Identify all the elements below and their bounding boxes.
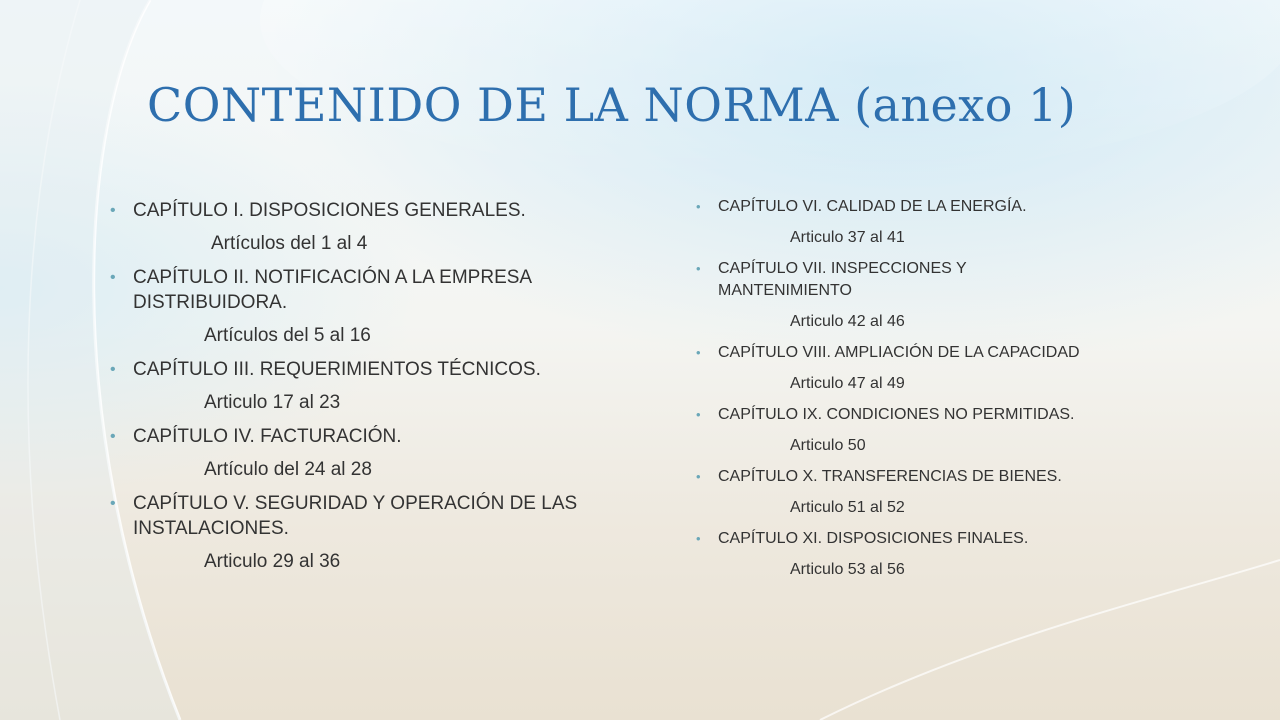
chapter-articles: Articulo 17 al 23 bbox=[204, 392, 341, 413]
chapter-articles: Articulo 47 al 49 bbox=[790, 375, 905, 392]
chapter-item: • CAPÍTULO III. REQUERIMIENTOS TÉCNICOS. bbox=[110, 357, 610, 382]
chapter-articles: Articulo 50 bbox=[790, 437, 866, 454]
chapter-articles: Articulo 51 al 52 bbox=[790, 499, 905, 516]
chapter-articles: Artículos del 1 al 4 bbox=[211, 233, 368, 254]
slide-title: CONTENIDO DE LA NORMA (anexo 1) bbox=[147, 78, 1077, 132]
chapter-articles: Articulo 42 al 46 bbox=[790, 313, 905, 330]
chapter-articles: Artículos del 5 al 16 bbox=[204, 325, 371, 346]
chapter-articles: Artículo del 24 al 28 bbox=[204, 459, 372, 480]
right-chapter-list bbox=[696, 196, 1236, 590]
chapter-item: • CAPÍTULO X. TRANSFERENCIAS DE BIENES. bbox=[696, 466, 1236, 488]
chapter-item: • CAPÍTULO VII. INSPECCIONES Y MANTENIMIENTO bbox=[696, 258, 1048, 302]
chapter-item: • CAPÍTULO IX. CONDICIONES NO PERMITIDAS. bbox=[696, 404, 1236, 426]
chapter-articles: Articulo 29 al 36 bbox=[204, 551, 341, 572]
chapter-item: • CAPÍTULO VI. CALIDAD DE LA ENERGÍA. bbox=[696, 196, 1236, 218]
chapter-item: • CAPÍTULO XI. DISPOSICIONES FINALES. bbox=[696, 528, 1236, 550]
chapter-item: • CAPÍTULO II. NOTIFICACIÓN A LA EMPRESA DISTRIBUIDORA. bbox=[110, 265, 610, 315]
chapter-item: • CAPÍTULO I. DISPOSICIONES GENERALES. bbox=[110, 198, 610, 223]
left-chapter-list bbox=[110, 198, 610, 583]
chapter-item: • CAPÍTULO V. SEGURIDAD Y OPERACIÓN DE LAS INSTALACIONES. bbox=[110, 491, 610, 541]
chapter-item: • CAPÍTULO IV. FACTURACIÓN. bbox=[110, 424, 610, 449]
chapter-articles: Articulo 53 al 56 bbox=[790, 561, 905, 578]
chapter-articles: Articulo 37 al 41 bbox=[790, 229, 905, 246]
chapter-item: • CAPÍTULO VIII. AMPLIACIÓN DE LA CAPACIDAD bbox=[696, 342, 1236, 364]
